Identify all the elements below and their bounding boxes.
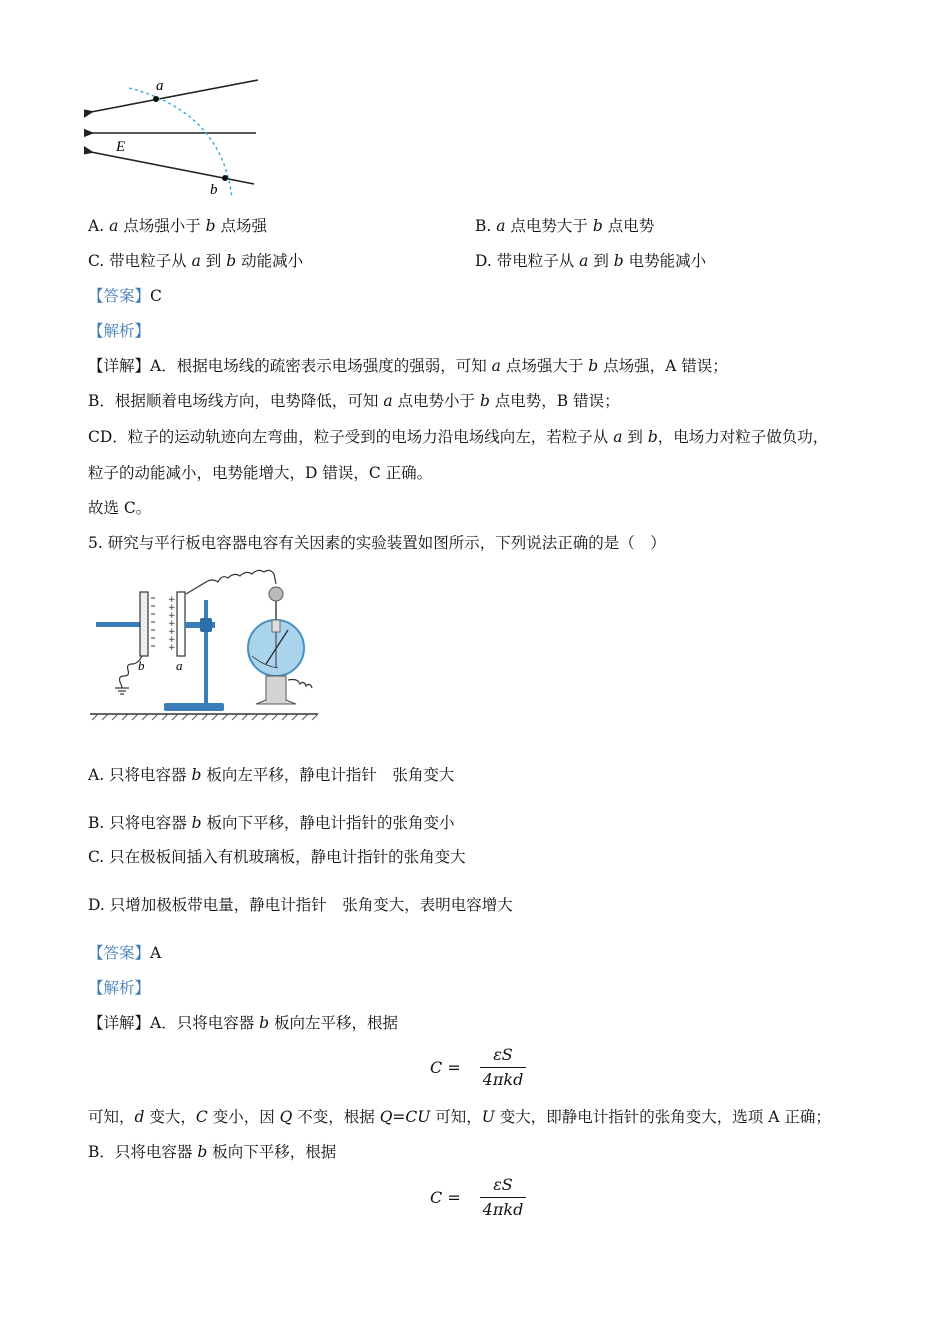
q4-option-c: C. 带电粒子从 a 到 b 动能减小 (88, 252, 304, 270)
q5-option-a: A. 只将电容器 b 板向左平移，静电计指针 张角变大 (88, 766, 455, 784)
electroscope-insulator (272, 620, 280, 632)
q5-option-d: D. 只增加极板带电量，静电计指针 张角变大，表明电容增大 (88, 896, 513, 914)
q5-answer: 【答案】A (88, 944, 162, 962)
plate-a-charges (168, 595, 176, 653)
q5-conclusion-a: 可知，d 变大，C 变小，因 Q 不变，根据 Q=CU 可知，U 变大，即静电计指针的张角变大，选项 A 正确； (88, 1108, 831, 1126)
q5-stem: 5. 研究与平行板电容器电容有关因素的实验装置如图所示，下列说法正确的是（ ） (88, 534, 666, 552)
svg-text:+: + (168, 603, 176, 613)
field-label-E: E (116, 139, 126, 155)
electroscope-knob (269, 587, 283, 601)
stand-rod (204, 600, 208, 704)
stand-clamp-knob (200, 618, 212, 632)
stand-base (164, 703, 224, 711)
q4-answer: 【答案】C (88, 287, 162, 305)
ground-symbol-b (115, 688, 129, 694)
svg-text:+: + (168, 635, 176, 645)
plate-b-charges (151, 598, 155, 646)
plate-b-label: b (138, 658, 145, 673)
q4-detail-b: B．根据顺着电场线方向，电势降低，可知 a 点电势小于 b 点电势，B 错误； (88, 392, 620, 410)
plate-b (140, 592, 148, 656)
svg-text:+: + (168, 595, 176, 605)
capacitor-electroscope-figure (88, 560, 328, 722)
q5-option-c: C. 只在极板间插入有机玻璃板，静电计指针的张角变大 (88, 848, 466, 866)
capacitance-formula-2: C = εS 4πkd (430, 1175, 530, 1221)
ground-wire-electroscope (288, 680, 312, 689)
q4-detail-a: 【详解】A．根据电场线的疏密表示电场强度的强弱，可知 a 点场强大于 b 点场强，A 错误； (88, 357, 728, 375)
plate-b-rod (96, 622, 140, 627)
q5-analysis-tag: 【解析】 (88, 979, 151, 997)
field-line-bottom (91, 152, 254, 184)
svg-text:+: + (168, 627, 176, 637)
svg-text:+: + (168, 619, 176, 629)
plate-a-label: a (176, 658, 183, 673)
point-a-label: a (156, 78, 164, 94)
svg-text:+: + (168, 611, 176, 621)
q4-detail-cd-line2: 粒子的动能减小，电势能增大，D 错误，C 正确。 (88, 464, 433, 482)
ground-hatching (92, 714, 318, 720)
q5-detail-b: B．只将电容器 b 板向下平移，根据 (88, 1143, 337, 1161)
point-a-dot (153, 96, 159, 102)
q4-analysis-tag: 【解析】 (88, 322, 151, 340)
point-b-dot (222, 175, 228, 181)
field-lines-figure (84, 72, 264, 202)
q4-option-a: A. a 点场强小于 b 点场强 (88, 217, 268, 235)
connecting-wire (186, 570, 276, 594)
q4-detail-cd-line1: CD．粒子的运动轨迹向左弯曲，粒子受到的电场力沿电场线向左，若粒子从 a 到 b，电场力对粒子做负功， (88, 428, 829, 446)
q5-option-b: B. 只将电容器 b 板向下平移，静电计指针的张角变小 (88, 814, 455, 832)
plate-a (177, 592, 185, 656)
q4-option-b: B. a 点电势大于 b 点电势 (475, 217, 655, 235)
svg-text:+: + (168, 643, 176, 653)
field-line-top (91, 80, 258, 112)
point-b-label: b (210, 182, 218, 198)
q4-choose: 故选 C。 (88, 499, 152, 517)
q4-option-d: D. 带电粒子从 a 到 b 电势能减小 (475, 252, 707, 270)
capacitance-formula-1: C = εS 4πkd (430, 1045, 530, 1091)
q5-detail-a: 【详解】A．只将电容器 b 板向左平移，根据 (88, 1014, 399, 1032)
